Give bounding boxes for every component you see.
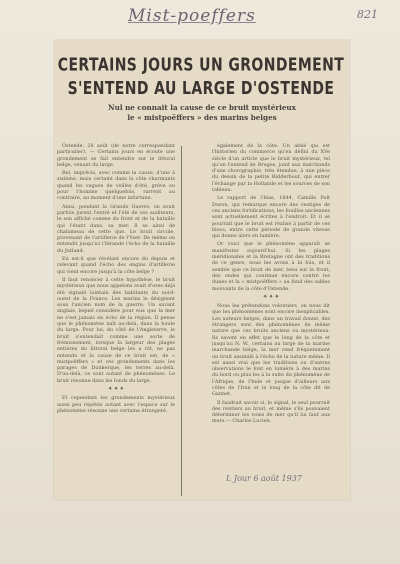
article-column-left bbox=[57, 143, 175, 498]
section-separator: ✦ ✦ ✦ bbox=[263, 293, 279, 300]
article-paragraph: Et cependant les grondements mystérieux aussi peu répétés autant avec l'espace sur le phénomène résonne une certaine étrangeté. bbox=[57, 395, 175, 414]
article-paragraph: Nous les prétendons volontiers, on nous dit que les phénomènes sont encore inexplicables. Les auteurs belges, dans un travail donné, des étrangers sont des phénomènes de même nature que ces bruits anciens ou mystérieux. Ils savent en effet que le long de la côte et jusqu'au N. W., certains au large de la marine marchande belge, la mer rend fréquemment un bruit assimilé à l'écho de la nature même. Il est aussi vrai que les traditions ou d'autres observations le font en lumière à des marins du bord ou plus les à la suite du phénomène de l'Afrique, de l'Inde et jusque d'ailleurs aux côtes de l'Iran et le long de la côte dit de Gannet. bbox=[212, 303, 330, 398]
handwritten-date-note: L Jour 6 août 1937 bbox=[226, 474, 302, 483]
subhead-line-2: le « mistpoëffers » des marins belges bbox=[127, 113, 277, 122]
article-paragraph: En est-il que révélant encore du depuis et relevant quand l'écho des engins d'artillerie qui vient encore jusqu'à la côte belge ? bbox=[57, 256, 175, 275]
headline-line-1: CERTAINS JOURS UN GRONDEMENT bbox=[57, 55, 345, 76]
column-divider bbox=[181, 146, 182, 496]
section-separator: ✦ ✦ ✦ bbox=[108, 385, 124, 392]
page-number: 821 bbox=[357, 8, 378, 21]
article-subhead bbox=[70, 103, 334, 123]
handwritten-title: Mist-poeffers bbox=[128, 6, 256, 26]
headline-line-2: S'ENTEND AU LARGE D'OSTENDE bbox=[67, 79, 335, 99]
article-paragraph: Il faut renoncer à cette hypothèse, le bruit mystérieux que nous appelons avait d'ores déjà été signalé lointain des habitants du nord-ouest de la France. Les marins le désignent sous l'ancien nom de la guerre. Un savant anglais, lequel considère pour eux que la mer ne s'est jamais en écho de la région. Il pense que le phénomène naît au-delà, dans la houle du large. Pour lui, du côté de l'Angleterre, le bruit s'entendait comme une sorte de frémissement, lorsque la largeur des plages entières du littoral belge les a tôt, ne pas entendu et la cause de ce bruit est, de « mistpoëffers » et ces grondements dans les parages de Dunkerque, les terres au-delà. D'au-delà, ce sont autant de phénomènes. Le bruit résonne dans les fonds du large. bbox=[57, 276, 175, 384]
article-paragraph: Bel, imprécis, avec comme la cause, d'une à sixième, mais certaint dans la côte charmants quand les vagues de veilles d'été, grève ou pour l'homme quelquefois, rarrent au contraire, au moment d'une infortune. bbox=[57, 170, 175, 202]
article-paragraph: Le rapport de l'Iéas, 1844, Camille Polt Duron, qui remarque encore des vestiges de ces anciens fortifications, les fouilles anciennes sont actuellement écrites à l'endroit. Et il se pourrait que le bruit est réalisé à partir de ces blocs, entre cette période de grande vitesse qui donne alors en lumière. bbox=[212, 195, 330, 240]
subhead-line-1: Nul ne connait la cause de ce bruit mystérieux bbox=[108, 103, 296, 112]
article-headline bbox=[26, 54, 376, 102]
article-paragraph: également de la côte. Un abbé qui est l'historien du commerce qu'en défini du XVe siècle d'un article que le bruit mystérieux, tel qu'on l'entend de Bruges, joint aux marchands d'une chorographie, très étendue, à une pièce du dessin de la petite Ridderbout, qui entrer l'échange par la Hollande et les sources de son tableau. bbox=[212, 143, 330, 194]
article-paragraph: Ostende, 28 août (de notre correspondant particulier). — Certains jours en écoute une grondement se fait entendre sur le littoral belge, venant du large. bbox=[57, 143, 175, 168]
article-paragraph: Ainsi, pendant la Grande Guerre, on avait parfois jurent l'entré et l'été de ces auditeurs, le son affiché comme du front et de la bataille qui l'étant dans, sa mer. Il se ainsi de chalumeau de cette que. Le bruit circule, provenant de l'artillerie de l'Yser. De même on entendit jusqu'ici l'Iérande l'écho de la bataille du Jutland. bbox=[57, 203, 175, 254]
article-paragraph: Il faudrait savoir si, le signal, le seul pourrait des rentiers au bruit, et même s'ils pouvaient déterminer les voies de mer qu'il lui faut aux mers.— Charles Lucien. bbox=[212, 399, 330, 425]
article-paragraph: Or voici que le phénomène apparaît se manifester aujourd'hui. Si les plages méridionales et la Bretagne ont des traditions de ce genre, nous les avons à la fois, et il semble que ce bruit de mer, tenu sur le front, des ondes qui continue encore contre les dunes et la « mistpoëffers » au fond des sables mouvants de la côte d'Ostende. bbox=[212, 241, 330, 292]
article-column-right bbox=[212, 143, 330, 459]
